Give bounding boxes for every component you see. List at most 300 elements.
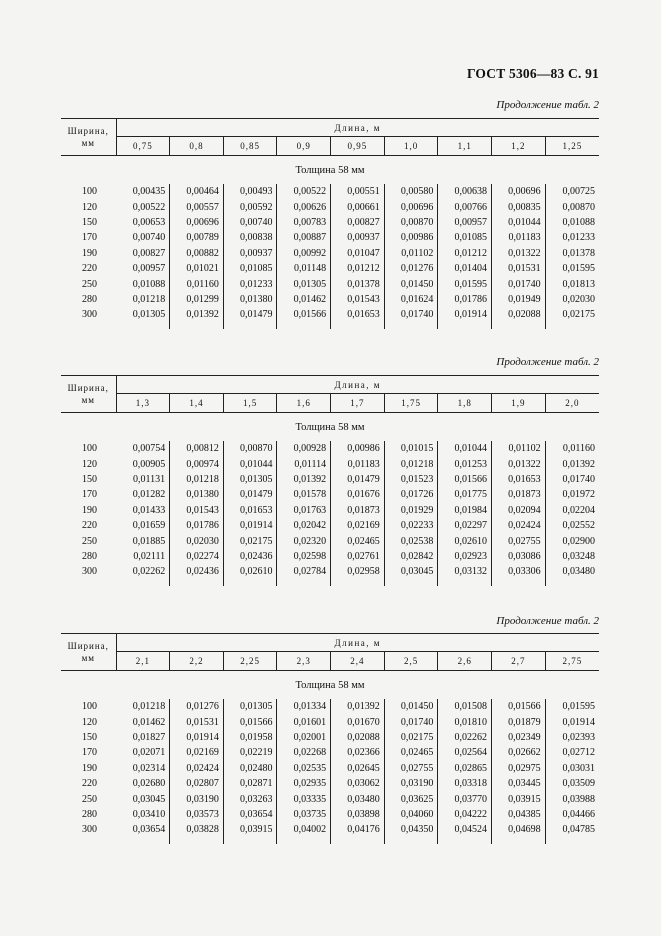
table-row bbox=[61, 791, 599, 806]
volume-cell: 0,01653 bbox=[331, 307, 385, 322]
volume-cell: 0,02088 bbox=[331, 730, 385, 745]
spacer-cell bbox=[384, 580, 438, 586]
table-row bbox=[61, 456, 599, 471]
volume-cell: 0,00740 bbox=[223, 215, 277, 230]
spacer-cell bbox=[438, 323, 492, 329]
table-row bbox=[61, 745, 599, 760]
volume-cell: 0,01879 bbox=[492, 714, 546, 729]
continuation-label: Продолжение табл. 2 bbox=[496, 356, 599, 368]
width-cell: 220 bbox=[82, 778, 98, 790]
volume-cell: 0,00522 bbox=[277, 184, 331, 199]
volume-cell: 0,00783 bbox=[277, 215, 331, 230]
volume-cell: 0,01601 bbox=[277, 714, 331, 729]
table-row bbox=[61, 184, 599, 199]
spacer-cell bbox=[116, 580, 170, 586]
volume-cell: 0,00937 bbox=[331, 230, 385, 245]
volume-cell: 0,02842 bbox=[384, 549, 438, 564]
volume-cell: 0,00522 bbox=[132, 201, 166, 213]
table-row bbox=[61, 564, 599, 579]
volume-cell: 0,02175 bbox=[223, 533, 277, 548]
volume-cell: 0,01085 bbox=[438, 230, 492, 245]
length-column-header: 2,3 bbox=[277, 652, 331, 671]
volume-cell: 0,02219 bbox=[223, 745, 277, 760]
volume-cell: 0,01958 bbox=[223, 730, 277, 745]
volume-cell: 0,01479 bbox=[223, 307, 277, 322]
width-header: Ширина, мм bbox=[61, 634, 116, 671]
volume-cell: 0,03654 bbox=[132, 824, 166, 836]
length-column-header: 1,4 bbox=[170, 394, 224, 413]
volume-cell: 0,01183 bbox=[331, 456, 385, 471]
volume-cell: 0,02274 bbox=[170, 549, 224, 564]
spacer-cell bbox=[545, 838, 599, 844]
volume-cell: 0,02598 bbox=[277, 549, 331, 564]
table-row bbox=[61, 822, 599, 837]
volume-cell: 0,01914 bbox=[170, 730, 224, 745]
volume-cell: 0,03573 bbox=[170, 807, 224, 822]
volume-cell: 0,03445 bbox=[492, 776, 546, 791]
volume-cell: 0,00592 bbox=[223, 199, 277, 214]
volume-cell: 0,01740 bbox=[384, 307, 438, 322]
volume-cell: 0,01450 bbox=[384, 699, 438, 714]
volume-cell: 0,01218 bbox=[170, 472, 224, 487]
width-cell: 250 bbox=[82, 535, 98, 547]
volume-cell: 0,02564 bbox=[438, 745, 492, 760]
volume-cell: 0,01015 bbox=[384, 441, 438, 456]
length-column-header: 1,5 bbox=[223, 394, 277, 413]
volume-cell: 0,01914 bbox=[223, 518, 277, 533]
volume-cell: 0,01392 bbox=[331, 699, 385, 714]
width-cell: 280 bbox=[82, 550, 98, 562]
volume-cell: 0,02865 bbox=[438, 761, 492, 776]
volume-cell: 0,01305 bbox=[132, 309, 166, 321]
volume-cell: 0,01508 bbox=[438, 699, 492, 714]
volume-cell: 0,01212 bbox=[438, 246, 492, 261]
volume-cell: 0,00696 bbox=[384, 199, 438, 214]
volume-cell: 0,03190 bbox=[170, 791, 224, 806]
volume-cell: 0,02610 bbox=[223, 564, 277, 579]
volume-cell: 0,00740 bbox=[132, 232, 166, 244]
spacer-cell bbox=[492, 580, 546, 586]
volume-cell: 0,02784 bbox=[277, 564, 331, 579]
volume-cell: 0,01531 bbox=[492, 261, 546, 276]
width-cell: 280 bbox=[82, 293, 98, 305]
volume-cell: 0,01726 bbox=[384, 487, 438, 502]
volume-cell: 0,00882 bbox=[170, 246, 224, 261]
table-spacer bbox=[61, 580, 599, 586]
volume-cell: 0,01479 bbox=[331, 472, 385, 487]
volume-cell: 0,01044 bbox=[492, 215, 546, 230]
volume-cell: 0,01047 bbox=[331, 246, 385, 261]
thickness-label: Толщина 58 мм bbox=[295, 164, 365, 176]
volume-cell: 0,02436 bbox=[170, 564, 224, 579]
volume-cell: 0,03263 bbox=[223, 791, 277, 806]
volume-cell: 0,03045 bbox=[384, 564, 438, 579]
volume-cell: 0,02320 bbox=[277, 533, 331, 548]
length-column-header: 2,7 bbox=[492, 652, 546, 671]
volume-cell: 0,00937 bbox=[223, 246, 277, 261]
volume-cell: 0,01218 bbox=[132, 293, 166, 305]
length-column-header: 1,1 bbox=[438, 137, 492, 156]
volume-cell: 0,00696 bbox=[492, 184, 546, 199]
volume-cell: 0,00905 bbox=[132, 458, 166, 470]
length-column-header: 1,8 bbox=[438, 394, 492, 413]
length-column-header: 2,5 bbox=[384, 652, 438, 671]
volume-cell: 0,01595 bbox=[438, 276, 492, 291]
volume-cell: 0,01566 bbox=[223, 714, 277, 729]
volume-cell: 0,01740 bbox=[492, 276, 546, 291]
volume-cell: 0,02001 bbox=[277, 730, 331, 745]
volume-cell: 0,00754 bbox=[132, 443, 166, 455]
volume-cell: 0,01914 bbox=[438, 307, 492, 322]
volume-cell: 0,00696 bbox=[170, 215, 224, 230]
spacer-cell bbox=[438, 838, 492, 844]
volume-cell: 0,01322 bbox=[492, 246, 546, 261]
volume-cell: 0,02871 bbox=[223, 776, 277, 791]
spacer-cell bbox=[170, 838, 224, 844]
volume-cell: 0,01183 bbox=[492, 230, 546, 245]
volume-cell: 0,03190 bbox=[384, 776, 438, 791]
volume-cell: 0,03248 bbox=[545, 549, 599, 564]
volume-cell: 0,00725 bbox=[545, 184, 599, 199]
volume-cell: 0,02465 bbox=[331, 533, 385, 548]
volume-cell: 0,01827 bbox=[132, 731, 166, 743]
length-column-header: 0,85 bbox=[223, 137, 277, 156]
volume-cell: 0,00887 bbox=[277, 230, 331, 245]
width-cell: 150 bbox=[82, 473, 98, 485]
volume-cell: 0,01131 bbox=[133, 473, 166, 485]
volume-cell: 0,01543 bbox=[331, 292, 385, 307]
width-cell: 190 bbox=[82, 504, 98, 516]
volume-cell: 0,01044 bbox=[223, 456, 277, 471]
volume-cell: 0,00557 bbox=[170, 199, 224, 214]
volume-cell: 0,03915 bbox=[492, 791, 546, 806]
volume-cell: 0,00653 bbox=[132, 216, 166, 228]
volume-cell: 0,04060 bbox=[384, 807, 438, 822]
volume-cell: 0,00626 bbox=[277, 199, 331, 214]
volume-cell: 0,01763 bbox=[277, 503, 331, 518]
volume-cell: 0,01740 bbox=[384, 714, 438, 729]
length-header: Длина, м bbox=[116, 634, 599, 652]
volume-cell: 0,01392 bbox=[277, 472, 331, 487]
length-column-header: 1,75 bbox=[384, 394, 438, 413]
table-row bbox=[61, 761, 599, 776]
volume-cell: 0,00992 bbox=[277, 246, 331, 261]
volume-cell: 0,00661 bbox=[331, 199, 385, 214]
volume-cell: 0,04222 bbox=[438, 807, 492, 822]
volume-cell: 0,01378 bbox=[545, 246, 599, 261]
length-column-header: 0,8 bbox=[170, 137, 224, 156]
spacer-cell bbox=[61, 838, 116, 844]
volume-cell: 0,02071 bbox=[132, 747, 166, 759]
volume-cell: 0,01873 bbox=[331, 503, 385, 518]
width-cell: 150 bbox=[82, 731, 98, 743]
volume-cell: 0,03509 bbox=[545, 776, 599, 791]
spacer-cell bbox=[438, 580, 492, 586]
spacer-cell bbox=[277, 323, 331, 329]
volume-cell: 0,03654 bbox=[223, 807, 277, 822]
length-column-header: 1,25 bbox=[545, 137, 599, 156]
spacer-cell bbox=[384, 323, 438, 329]
volume-cell: 0,01378 bbox=[331, 276, 385, 291]
table-row bbox=[61, 503, 599, 518]
volume-cell: 0,00835 bbox=[492, 199, 546, 214]
volume-cell: 0,02552 bbox=[545, 518, 599, 533]
volume-cell: 0,00551 bbox=[331, 184, 385, 199]
volume-cell: 0,01543 bbox=[170, 503, 224, 518]
volume-cell: 0,03045 bbox=[132, 793, 166, 805]
volume-cell: 0,02169 bbox=[331, 518, 385, 533]
volume-cell: 0,01566 bbox=[277, 307, 331, 322]
volume-cell: 0,02030 bbox=[545, 292, 599, 307]
volume-cell: 0,03335 bbox=[277, 791, 331, 806]
volume-cell: 0,01404 bbox=[438, 261, 492, 276]
length-header: Длина, м bbox=[116, 376, 599, 394]
volume-cell: 0,02169 bbox=[170, 745, 224, 760]
volume-cell: 0,00580 bbox=[384, 184, 438, 199]
width-cell: 170 bbox=[82, 232, 98, 244]
volume-cell: 0,02958 bbox=[331, 564, 385, 579]
spacer-cell bbox=[277, 580, 331, 586]
volume-cell: 0,03898 bbox=[331, 807, 385, 822]
volume-cell: 0,00812 bbox=[170, 441, 224, 456]
volume-cell: 0,02535 bbox=[277, 761, 331, 776]
volume-cell: 0,02807 bbox=[170, 776, 224, 791]
spacer-cell bbox=[331, 580, 385, 586]
volume-cell: 0,03828 bbox=[170, 822, 224, 837]
table-row bbox=[61, 776, 599, 791]
length-column-header: 1,0 bbox=[384, 137, 438, 156]
table-row bbox=[61, 549, 599, 564]
table-row bbox=[61, 472, 599, 487]
volume-cell: 0,01653 bbox=[223, 503, 277, 518]
length-column-header: 2,4 bbox=[331, 652, 385, 671]
spacer-cell bbox=[277, 838, 331, 844]
volume-cell: 0,01276 bbox=[170, 699, 224, 714]
volume-cell: 0,03480 bbox=[545, 564, 599, 579]
table-row bbox=[61, 699, 599, 714]
volume-cell: 0,02111 bbox=[133, 550, 166, 562]
volume-cell: 0,03625 bbox=[384, 791, 438, 806]
spacer-cell bbox=[384, 838, 438, 844]
volume-cell: 0,01218 bbox=[384, 456, 438, 471]
width-header: Ширина, мм bbox=[61, 119, 116, 156]
volume-cell: 0,00928 bbox=[277, 441, 331, 456]
volume-cell: 0,01233 bbox=[223, 276, 277, 291]
volume-cell: 0,01786 bbox=[438, 292, 492, 307]
volume-cell: 0,02042 bbox=[277, 518, 331, 533]
length-column-header: 2,0 bbox=[545, 394, 599, 413]
spacer-cell bbox=[492, 838, 546, 844]
width-cell: 190 bbox=[82, 762, 98, 774]
width-cell: 150 bbox=[82, 216, 98, 228]
length-column-header: 0,9 bbox=[277, 137, 331, 156]
width-cell: 170 bbox=[82, 489, 98, 501]
spacer-cell bbox=[223, 580, 277, 586]
volume-cell: 0,02436 bbox=[223, 549, 277, 564]
table-row bbox=[61, 487, 599, 502]
volume-cell: 0,04385 bbox=[492, 807, 546, 822]
volume-cell: 0,00986 bbox=[384, 230, 438, 245]
thickness-label: Толщина 58 мм bbox=[295, 679, 365, 691]
volume-cell: 0,01786 bbox=[170, 518, 224, 533]
volume-cell: 0,01392 bbox=[545, 456, 599, 471]
volume-cell: 0,01531 bbox=[170, 714, 224, 729]
volume-cell: 0,01433 bbox=[132, 504, 166, 516]
volume-cell: 0,02366 bbox=[331, 745, 385, 760]
width-cell: 220 bbox=[82, 263, 98, 275]
width-cell: 100 bbox=[82, 443, 98, 455]
volume-cell: 0,01392 bbox=[170, 307, 224, 322]
volume-cell: 0,01305 bbox=[223, 699, 277, 714]
volume-cell: 0,02538 bbox=[384, 533, 438, 548]
volume-cell: 0,01595 bbox=[545, 261, 599, 276]
volume-cell: 0,02297 bbox=[438, 518, 492, 533]
volume-cell: 0,01810 bbox=[438, 714, 492, 729]
volume-cell: 0,02662 bbox=[492, 745, 546, 760]
volume-cell: 0,00870 bbox=[384, 215, 438, 230]
volume-cell: 0,04176 bbox=[331, 822, 385, 837]
volume-cell: 0,01523 bbox=[384, 472, 438, 487]
length-header: Длина, м bbox=[116, 119, 599, 137]
volume-cell: 0,00957 bbox=[438, 215, 492, 230]
volume-cell: 0,01578 bbox=[277, 487, 331, 502]
volume-cell: 0,01873 bbox=[492, 487, 546, 502]
volume-cell: 0,03735 bbox=[277, 807, 331, 822]
volume-cell: 0,02645 bbox=[331, 761, 385, 776]
volume-cell: 0,01659 bbox=[132, 520, 166, 532]
volume-cell: 0,03306 bbox=[492, 564, 546, 579]
volume-table bbox=[61, 633, 599, 844]
width-cell: 100 bbox=[82, 701, 98, 713]
volume-cell: 0,01334 bbox=[277, 699, 331, 714]
volume-cell: 0,02204 bbox=[545, 503, 599, 518]
volume-cell: 0,00766 bbox=[438, 199, 492, 214]
volume-table bbox=[61, 375, 599, 586]
length-column-header: 1,2 bbox=[492, 137, 546, 156]
spacer-cell bbox=[61, 323, 116, 329]
volume-cell: 0,01914 bbox=[545, 714, 599, 729]
table-spacer bbox=[61, 323, 599, 329]
volume-table bbox=[61, 118, 599, 329]
volume-cell: 0,04466 bbox=[545, 807, 599, 822]
volume-cell: 0,01380 bbox=[223, 292, 277, 307]
volume-cell: 0,02349 bbox=[492, 730, 546, 745]
spacer-cell bbox=[170, 580, 224, 586]
volume-cell: 0,04002 bbox=[277, 822, 331, 837]
table-row bbox=[61, 730, 599, 745]
volume-cell: 0,02755 bbox=[492, 533, 546, 548]
width-cell: 170 bbox=[82, 747, 98, 759]
volume-cell: 0,03062 bbox=[331, 776, 385, 791]
volume-cell: 0,00638 bbox=[438, 184, 492, 199]
volume-cell: 0,04524 bbox=[438, 822, 492, 837]
length-column-header: 2,75 bbox=[545, 652, 599, 671]
table-row bbox=[61, 199, 599, 214]
volume-cell: 0,02175 bbox=[545, 307, 599, 322]
volume-cell: 0,00870 bbox=[223, 441, 277, 456]
table-spacer bbox=[61, 838, 599, 844]
volume-cell: 0,02262 bbox=[132, 566, 166, 578]
volume-cell: 0,03410 bbox=[132, 808, 166, 820]
table-row bbox=[61, 441, 599, 456]
width-cell: 250 bbox=[82, 278, 98, 290]
volume-cell: 0,02465 bbox=[384, 745, 438, 760]
volume-cell: 0,01102 bbox=[492, 441, 546, 456]
volume-cell: 0,01218 bbox=[132, 701, 166, 713]
volume-cell: 0,04785 bbox=[545, 822, 599, 837]
length-column-header: 2,2 bbox=[170, 652, 224, 671]
volume-cell: 0,02935 bbox=[277, 776, 331, 791]
volume-cell: 0,01670 bbox=[331, 714, 385, 729]
volume-cell: 0,01322 bbox=[492, 456, 546, 471]
volume-cell: 0,00957 bbox=[132, 263, 166, 275]
volume-cell: 0,02923 bbox=[438, 549, 492, 564]
volume-cell: 0,01305 bbox=[277, 276, 331, 291]
spacer-cell bbox=[492, 323, 546, 329]
continuation-label: Продолжение табл. 2 bbox=[496, 99, 599, 111]
spacer-cell bbox=[545, 580, 599, 586]
volume-cell: 0,02393 bbox=[545, 730, 599, 745]
volume-cell: 0,01088 bbox=[545, 215, 599, 230]
volume-cell: 0,01885 bbox=[132, 535, 166, 547]
table-row bbox=[61, 230, 599, 245]
volume-cell: 0,01624 bbox=[384, 292, 438, 307]
volume-cell: 0,02175 bbox=[384, 730, 438, 745]
spacer-cell bbox=[331, 323, 385, 329]
length-column-header: 2,6 bbox=[438, 652, 492, 671]
volume-cell: 0,03086 bbox=[492, 549, 546, 564]
volume-cell: 0,01212 bbox=[331, 261, 385, 276]
volume-cell: 0,00986 bbox=[331, 441, 385, 456]
length-column-header: 0,95 bbox=[331, 137, 385, 156]
volume-cell: 0,01148 bbox=[277, 261, 331, 276]
volume-cell: 0,01479 bbox=[223, 487, 277, 502]
width-cell: 120 bbox=[82, 716, 98, 728]
volume-cell: 0,01114 bbox=[277, 456, 331, 471]
volume-cell: 0,01044 bbox=[438, 441, 492, 456]
volume-cell: 0,01450 bbox=[384, 276, 438, 291]
thickness-label: Толщина 58 мм bbox=[295, 421, 365, 433]
width-cell: 120 bbox=[82, 201, 98, 213]
volume-cell: 0,01676 bbox=[331, 487, 385, 502]
volume-cell: 0,01984 bbox=[438, 503, 492, 518]
volume-cell: 0,02233 bbox=[384, 518, 438, 533]
volume-cell: 0,02900 bbox=[545, 533, 599, 548]
volume-cell: 0,01949 bbox=[492, 292, 546, 307]
volume-cell: 0,02094 bbox=[492, 503, 546, 518]
volume-cell: 0,02088 bbox=[492, 307, 546, 322]
volume-cell: 0,02314 bbox=[132, 762, 166, 774]
volume-cell: 0,03988 bbox=[545, 791, 599, 806]
length-column-header: 2,1 bbox=[116, 652, 170, 671]
volume-cell: 0,01462 bbox=[132, 716, 166, 728]
volume-cell: 0,00493 bbox=[223, 184, 277, 199]
volume-cell: 0,04698 bbox=[492, 822, 546, 837]
table-row bbox=[61, 533, 599, 548]
spacer-cell bbox=[331, 838, 385, 844]
width-cell: 100 bbox=[82, 186, 98, 198]
spacer-cell bbox=[170, 323, 224, 329]
volume-cell: 0,00870 bbox=[545, 199, 599, 214]
volume-cell: 0,01282 bbox=[132, 489, 166, 501]
volume-cell: 0,01160 bbox=[170, 276, 224, 291]
volume-cell: 0,02424 bbox=[170, 761, 224, 776]
spacer-cell bbox=[223, 838, 277, 844]
volume-cell: 0,00789 bbox=[170, 230, 224, 245]
volume-cell: 0,02424 bbox=[492, 518, 546, 533]
spacer-cell bbox=[545, 323, 599, 329]
volume-cell: 0,01566 bbox=[492, 699, 546, 714]
